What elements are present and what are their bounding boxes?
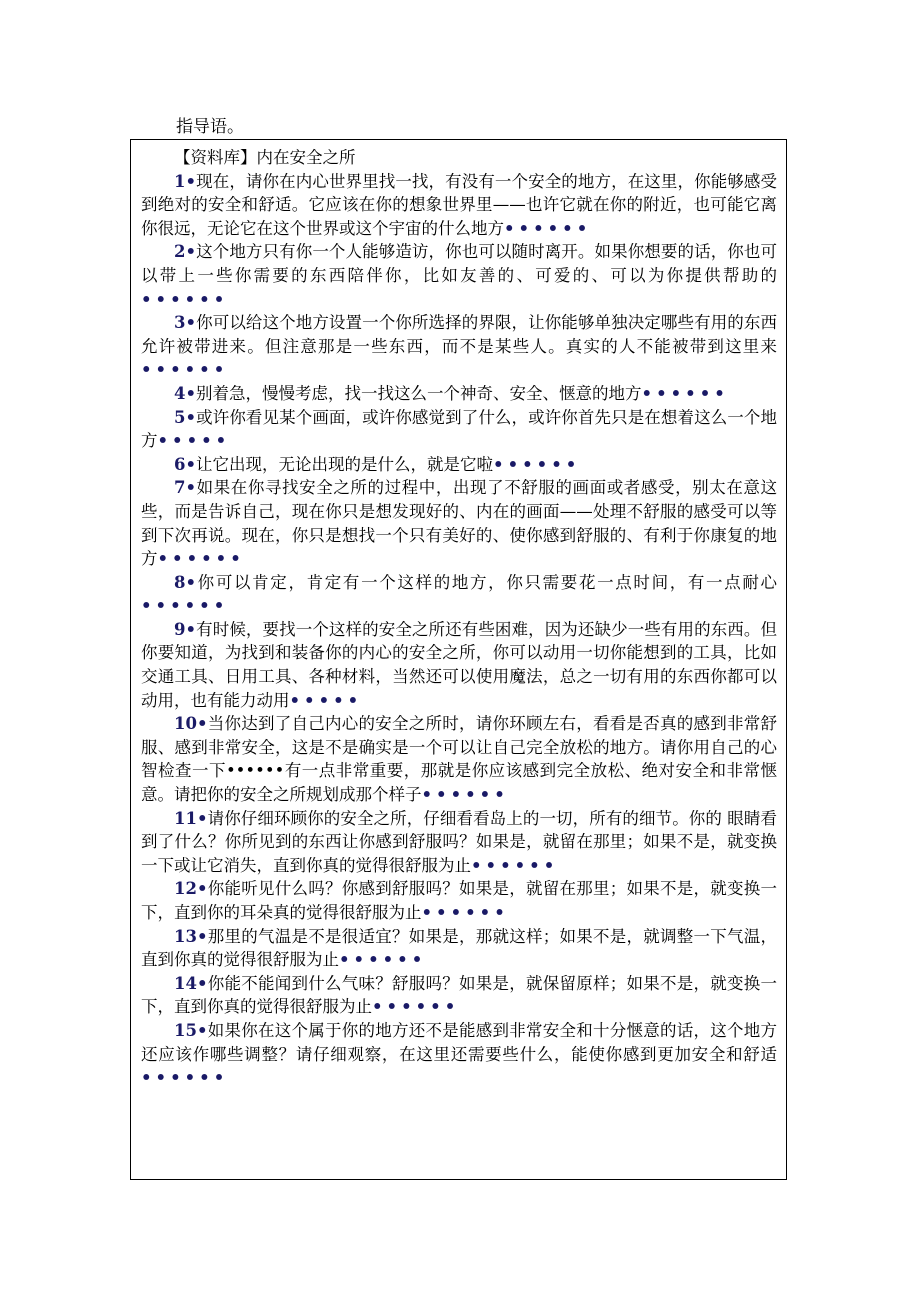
ellipsis-dots: •••••• (141, 1068, 229, 1088)
paragraph-number: 3 (174, 313, 186, 333)
paragraph-item (141, 453, 777, 477)
ellipsis-dots: •••••• (339, 950, 427, 970)
ellipsis-dots: •••••• (141, 596, 229, 616)
paragraph-text: 如果你在这个属于你的地方还不是能感到非常安全和十分惬意的话，这个地方还应该作哪些调整？请仔细观察，在这里还需要些什么，能使你感到更加安全和舒适 (141, 1020, 777, 1064)
bullet-separator: • (185, 619, 197, 639)
bullet-separator: • (185, 454, 197, 474)
paragraph-number: 15 (174, 1020, 197, 1040)
paragraph-number: 10 (174, 714, 197, 734)
paragraph-item (141, 476, 777, 570)
resource-box (130, 139, 787, 1180)
paragraph-number: 5 (174, 407, 186, 427)
paragraph-text: 你能听见什么吗？你感到舒服吗？如果是，就留在那里；如果不是，就变换一下，直到你的耳朵真的觉得很舒服为止 (141, 879, 777, 922)
paragraph-item (141, 240, 777, 311)
ellipsis-dots: ••••• (157, 431, 231, 451)
ellipsis-dots: •••••• (141, 360, 229, 380)
paragraph-text: 或许你看见某个画面，或许你感觉到了什么，或许你首先只是在想着这么一个地方 (141, 407, 777, 451)
paragraph-item (141, 382, 777, 406)
paragraph-text: 现在，请你在内心世界里找一找，有没有一个安全的地方，在这里，你能够感受到绝对的安全和舒适。它应该在你的想象世界里——也许它就在你的附近，也可能它离你很远，无论它在这个世界或这个宇宙的什么地方 (141, 171, 777, 238)
paragraph-item (141, 170, 777, 241)
ellipsis-dots: •••••• (421, 785, 509, 805)
paragraph-text: 如果在你寻找安全之所的过程中，出现了不舒服的画面或者感受，别太在意这些，而是告诉自己，现在你只是想发现好的、内在的画面——处理不舒服的感受可以等到下次再说。现在，你只是想找一个只有美好的、使你感到舒服的、有利于你康复的地方 (141, 478, 777, 569)
bullet-separator: • (196, 1020, 208, 1040)
paragraph-number: 8 (174, 572, 186, 592)
ellipsis-dots: •••••• (471, 855, 559, 875)
ellipsis-dots: •••••• (641, 383, 729, 403)
ellipsis-dots: •••••• (372, 997, 460, 1017)
paragraph-item (141, 972, 777, 1019)
ellipsis-dots: ••••• (289, 690, 363, 710)
bullet-separator: • (196, 714, 208, 734)
intro-text: 指导语。 (176, 117, 244, 137)
paragraph-number: 1 (174, 171, 186, 191)
paragraph-item (141, 925, 777, 972)
paragraph-number: 6 (174, 454, 186, 474)
paragraph-text: 有时候，要找一个这样的安全之所还有些困难，因为还缺少一些有用的东西。但你要知道，为找到和装备你的内心的安全之所，你可以动用一切你能想到的工具，比如交通工具、日用工具、各种材料，当然还可以使用魔法，总之一切有用的东西你都可以动用，也有能力动用 (141, 619, 777, 710)
paragraph-item (141, 406, 777, 453)
paragraph-item (141, 1019, 777, 1090)
paragraph-number: 14 (174, 973, 197, 993)
paragraph-text: 你能不能闻到什么气味？舒服吗？如果是，就保留原样；如果不是，就变换一下，直到你真的觉得很舒服为止 (141, 973, 777, 1017)
paragraph-item (141, 712, 777, 806)
paragraph-text: 这个地方只有你一个人能够造访，你也可以随时离开。如果你想要的话，你也可以带上一些你需要的东西陪伴你，比如友善的、可爱的、可以为你提供帮助的 (141, 242, 777, 285)
ellipsis-dots: •••••• (157, 549, 245, 569)
paragraph-item (141, 571, 777, 618)
box-title: 【资料库】内在安全之所 (174, 148, 356, 167)
paragraph-number: 2 (174, 242, 186, 262)
paragraph-number: 12 (174, 879, 197, 899)
ellipsis-dots: •••••• (504, 218, 592, 238)
bullet-separator: • (185, 242, 197, 262)
bullet-separator: • (196, 973, 208, 993)
paragraph-number: 9 (174, 619, 186, 639)
paragraph-text: 请你仔细环顾你的安全之所，仔细看看岛上的一切，所有的细节。你的 眼睛看到了什么？你所见到的东西让你感到舒服吗？如果是，就留在那里；如果不是，就变换一下或让它消失，直到你真的觉得很舒服为止 (141, 808, 777, 875)
paragraph-item (141, 807, 777, 878)
paragraph-text: 让它出现，无论出现的是什么，就是它啦 (196, 454, 494, 474)
bullet-separator: • (185, 407, 197, 427)
bullet-separator: • (185, 171, 197, 191)
paragraph-text: 那里的气温是不是很适宜？如果是，那就这样；如果不是，就调整一下气温，直到你真的觉得很舒服为止 (141, 926, 777, 970)
ellipsis-dots: •••••• (141, 289, 229, 309)
bullet-separator: • (196, 879, 208, 899)
paragraph-number: 11 (174, 808, 197, 828)
paragraph-number: 7 (174, 478, 186, 498)
paragraph-text: 你可以给这个地方设置一个你所选择的界限，让你能够单独决定哪些有用的东西允许被带进来。但注意那是一些东西，而不是某些人。真实的人不能被带到这里来 (141, 313, 777, 356)
bullet-separator: • (185, 572, 197, 592)
paragraph-item (141, 618, 777, 712)
paragraph-number: 13 (174, 926, 197, 946)
paragraph-text: 当你达到了自己内心的安全之所时，请你环顾左右，看看是否真的感到非常舒服、感到非常安全，这是不是确实是一个可以让自己完全放松的地方。请你用自己的心智检查一下••••••有一点非常重要，那就是你应该感到完全放松、绝对安全和非常惬意。请把你的安全之所规划成那个样子 (141, 714, 777, 805)
bullet-separator: • (196, 926, 208, 946)
paragraph-item (141, 311, 777, 382)
paragraph-number: 4 (174, 383, 186, 403)
paragraph-item (141, 877, 777, 924)
ellipsis-dots: •••••• (421, 903, 509, 922)
bullet-separator: • (196, 808, 208, 828)
ellipsis-dots: •••••• (493, 454, 581, 474)
paragraph-list (141, 170, 777, 1090)
bullet-separator: • (185, 478, 197, 498)
bullet-separator: • (185, 313, 197, 333)
paragraph-text: 别着急，慢慢考虑，找一找这么一个神奇、安全、惬意的地方 (196, 383, 642, 403)
bullet-separator: • (185, 383, 197, 403)
paragraph-text: 你可以肯定，肯定有一个这样的地方，你只需要花一点时间，有一点耐心 (196, 572, 777, 592)
